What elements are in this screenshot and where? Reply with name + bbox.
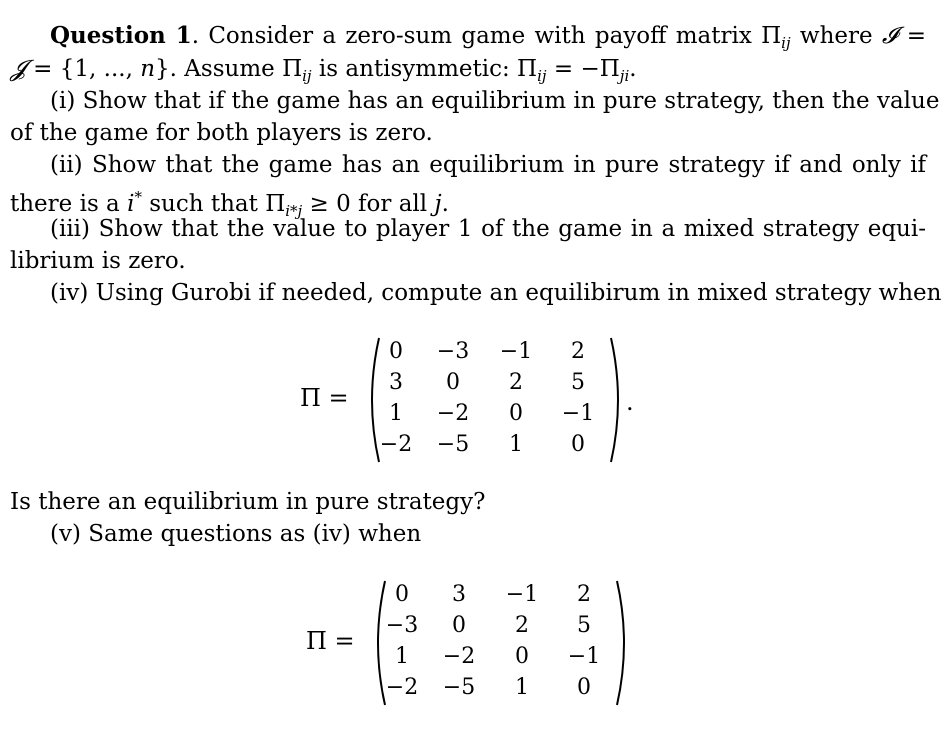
subscript-ij-2: ij xyxy=(302,67,312,85)
matrix-2-row xyxy=(378,610,616,641)
i-star-variable: i xyxy=(127,191,135,217)
part-iii-line-2: librium is zero. xyxy=(10,248,186,274)
matrix-2-cell: 1 xyxy=(515,675,529,700)
matrix-2-cell: −2 xyxy=(442,644,476,669)
matrix-1-cell: −3 xyxy=(436,339,470,364)
matrix-1-cell: 2 xyxy=(571,339,585,364)
subscript-istar-j: i*j xyxy=(285,202,303,220)
geq-zero-text: ≥ 0 for all xyxy=(302,191,435,217)
matrix-1-period: . xyxy=(626,388,634,416)
part-i-line-2: of the game for both players is zero. xyxy=(10,120,433,146)
matrix-2 xyxy=(306,577,646,717)
subscript-ij-3: ij xyxy=(537,67,547,85)
j-variable: j xyxy=(434,191,442,217)
matrix-2-cell: −1 xyxy=(567,644,601,669)
where-text: where xyxy=(790,23,882,49)
line-end-period-2: . xyxy=(441,191,449,217)
matrix-1-row xyxy=(372,367,610,398)
matrix-1-right-paren xyxy=(608,336,628,464)
matrix-1-label: Π = xyxy=(300,384,349,412)
matrix-2-cell: 5 xyxy=(577,613,591,638)
matrix-1-row xyxy=(372,398,610,429)
such-that-text: such that Π xyxy=(141,191,286,217)
set-J-symbol: 𝓙 xyxy=(10,56,26,82)
subscript-ij: ij xyxy=(781,34,791,52)
equals-minus: = −Π xyxy=(546,56,620,82)
matrix-1-cell: 5 xyxy=(571,370,585,395)
matrix-1-cell: −5 xyxy=(436,432,470,457)
matrix-2-cell: 1 xyxy=(395,644,409,669)
matrix-2-cell: 3 xyxy=(452,582,466,607)
n-variable: n xyxy=(140,56,156,82)
matrix-1-cell: 0 xyxy=(509,401,523,426)
matrix-1-cell: −1 xyxy=(561,401,595,426)
matrix-1-cell: 1 xyxy=(509,432,523,457)
matrix-2-cell: 0 xyxy=(577,675,591,700)
matrix-2-cell: 2 xyxy=(515,613,529,638)
matrix-2-row xyxy=(378,579,616,610)
matrix-2-cell: 0 xyxy=(515,644,529,669)
part-v-line: (v) Same questions as (iv) when xyxy=(50,521,422,547)
question-title: Question 1 xyxy=(50,22,192,49)
matrix-1-cell: −1 xyxy=(499,339,533,364)
matrix-2-cell: −5 xyxy=(442,675,476,700)
set-definition: = {1, ..., xyxy=(25,56,141,82)
subscript-ji: ji xyxy=(619,67,630,85)
matrix-2-cell: −3 xyxy=(385,613,419,638)
matrix-2-cell: 0 xyxy=(395,582,409,607)
matrix-1-cell: 0 xyxy=(446,370,460,395)
antisymmetric-text: is antisymmetic: Π xyxy=(311,56,538,82)
matrix-2-cell: 0 xyxy=(452,613,466,638)
matrix-1-cell: 0 xyxy=(389,339,403,364)
part-i-line-1: (i) Show that if the game has an equilibrium in pure strategy, then the value xyxy=(50,88,940,114)
matrix-2-grid xyxy=(378,579,616,703)
star-superscript: * xyxy=(134,188,142,206)
matrix-1-cell: 3 xyxy=(389,370,403,395)
matrix-2-cell: −1 xyxy=(505,582,539,607)
part-iii-line-1: (iii) Show that the value to player 1 of the game in a mixed strategy equi- xyxy=(50,216,926,242)
matrix-2-right-paren xyxy=(614,579,634,707)
matrix-1-grid xyxy=(372,336,610,460)
matrix-2-row xyxy=(378,641,616,672)
line-end-period: . xyxy=(629,56,637,82)
matrix-1-row xyxy=(372,429,610,460)
matrix-2-row xyxy=(378,672,616,703)
set-I-symbol: 𝓘 xyxy=(881,23,898,49)
part-iv-line-1: (iv) Using Gurobi if needed, compute an equilibirum in mixed strategy when xyxy=(50,280,942,306)
matrix-1-cell: −2 xyxy=(379,432,413,457)
assume-text: }. Assume Π xyxy=(155,56,303,82)
part-ii-line-1: (ii) Show that the game has an equilibrium in pure strategy if and only if xyxy=(50,152,926,178)
matrix-1-cell: 1 xyxy=(389,401,403,426)
intro-text: . Consider a zero-sum game with payoff matrix Π xyxy=(191,23,782,49)
matrix-1-cell: −2 xyxy=(436,401,470,426)
matrix-1 xyxy=(300,334,640,474)
equals-sign: = xyxy=(897,23,926,49)
part-iv-question: Is there an equilibrium in pure strategy? xyxy=(10,489,486,515)
matrix-1-row xyxy=(372,336,610,367)
matrix-1-cell: 2 xyxy=(509,370,523,395)
matrix-2-cell: −2 xyxy=(385,675,419,700)
matrix-2-label: Π = xyxy=(306,627,355,655)
there-is-text: there is a xyxy=(10,191,128,217)
matrix-1-cell: 0 xyxy=(571,432,585,457)
matrix-2-cell: 2 xyxy=(577,582,591,607)
